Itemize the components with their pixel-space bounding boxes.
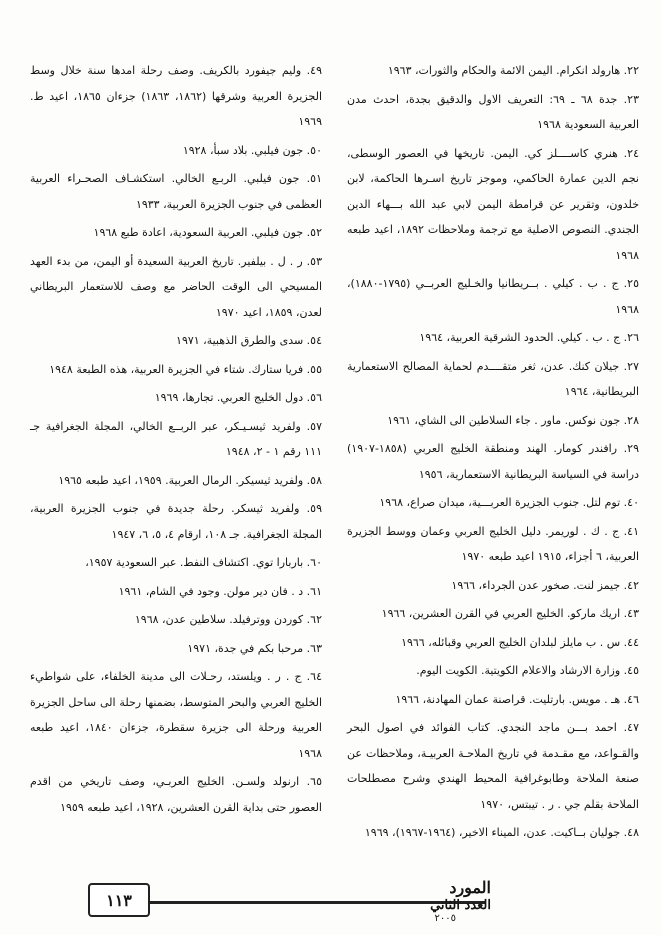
reference-entry: ٤٥. وزارة الارشاد والاعلام الكويتية. الكويت اليوم.	[416, 664, 639, 677]
reference-entry: ٥٤. سدى والطرق الذهبية، ١٩٧١	[176, 334, 322, 347]
reference-entry: ٦٥. ارنولد ولسـن. الخليج العربـي، وصف تاريخي من اقدم العصور حتى بداية القرن العشرين، ١٩٢٨، اعيد طبعه ١٩٥٩	[30, 775, 322, 814]
reference-entry: ٢٧. جيلان كنك. عدن، ثغر متقــــدم لحماية المصالح الاستعمارية البريطانية، ١٩٦٤	[347, 359, 639, 398]
reference-entry: ٦١. د . فان دير مولن. وجود في الشام، ١٩٦١	[118, 584, 322, 598]
reference-entry: ٥٩. ولفريد ثيسكر. رحلة جديدة في جنوب الجزيرة العربية، المجلة الجغرافية. جـ ١٠٨، ارقام ٤، ٥، ٦، ١٩٤٧	[30, 502, 322, 541]
reference-entry: ٥٦. دول الخليج العربي. تجارها، ١٩٦٩	[154, 391, 322, 404]
page-number: ١١٣	[88, 883, 150, 917]
issue-label: العدد الثاني	[430, 898, 491, 913]
reference-entry: ٥٨. ولفريد ثيسيكر. الرمال العربية. ١٩٥٩، اعيد طبعه ١٩٦٥	[58, 473, 322, 487]
reference-entry: ٤٢. جيمز لنت. صخور عدن الجرداء، ١٩٦٦	[451, 578, 639, 592]
reference-entry: ٦٣. مرحبا بكم في جدة، ١٩٧١	[187, 641, 322, 655]
issue-year: ٢٠٠٥	[434, 913, 456, 924]
reference-entry: ٢٦. ج . ب . كيلي. الحدود الشرقية العربية، ١٩٦٤	[419, 331, 639, 344]
reference-entry: ٤٨. جوليان بــاكيت. عدن، الميناء الاخير، (١٩٦٤-١٩٦٧)، ١٩٦٩	[364, 826, 639, 839]
page-footer	[0, 875, 661, 935]
reference-entry: ٢٤. هنري كاســــلز كي. اليمن. تاريخها في العصور الوسطى، نجم الدين عمارة الحاكمي، وموجز تاريخ اسـرها الحاكمة، لابن خلدون، وتقرير عن قرامطة اليمن لابي عبد الله بـــهاء الدين الجندي. النصوص الاصلية مع ترجمة وملاحظات ١٨٩٢، اعيد طبعه ١٩٦٨	[347, 146, 639, 262]
reference-entry: ٥٥. فريا ستارك. شتاء في الجزيرة العربية، هذه الطبعة ١٩٤٨	[49, 362, 322, 376]
left-column	[30, 58, 322, 823]
reference-entry: ٢٥. ج . ب . كيلي . بــريطانيا والخـليج العربــي (١٧٩٥-١٨٨٠)، ١٩٦٨	[347, 277, 639, 316]
reference-entry: ٢٢. هارولد انكرام. اليمن الائمة والحكام والثورات، ١٩٦٣	[387, 64, 639, 77]
reference-entry: ٥٠. جون فيلبي. بلاد سبأ، ١٩٢٨	[182, 143, 322, 157]
reference-entry: ٢٣. جدة ٦٨ ـ ٦٩: التعريف الاول والدقيق بجدة، احدث مدن العربية السعودية ١٩٦٨	[347, 92, 639, 131]
reference-entry: ٥١. جون فيلبي. الربـع الخالي. استكشـاف الصحـراء العربية العظمى في جنوب الجزيرة العربية، ١٩٣٣	[30, 172, 322, 211]
reference-entry: ٥٣. ر . ل . بيلفير. تاريخ العربية السعيدة أو اليمن، من بدء العهد المسيحي الى الوقت الحاضر مع وصف للاستعمار البريطاني لعدن، ١٨٥٩، اعيد ١٩٧٠	[30, 254, 322, 319]
magazine-masthead	[430, 879, 491, 915]
reference-entry: ٤٧. احمد بـــن ماجد النجدي. كتاب الفوائد في اصول البحر والقـواعد، مع مقـدمة في تاريخ الملاحـة العربيـة، وملاحظات عن صنعة الملاحة وطابوغرافية المحيط الهندي وشرح مصطلحات الملاحة بقلم جي . ر . تيبتس، ١٩٧٠	[347, 721, 639, 811]
reference-entry: ٤٣. اريك ماركو. الخليج العربي في القرن العشرين، ١٩٦٦	[381, 607, 639, 620]
reference-entry: ٢٨. جون نوكس. ماور . جاء السلاطين الى الشاي، ١٩٦١	[387, 413, 639, 427]
reference-entry: ٤١. ج . ك . لوريمر. دليل الخليج العربي وعمان ووسط الجزيرة العربية، ٦ أجزاء، ١٩١٥ اعيد طبعه ١٩٧٠	[347, 524, 639, 563]
reference-entry: ٤٦. هـ . مويس. بارتليت. قراصنة عمان المهادنة، ١٩٦٦	[395, 692, 639, 706]
reference-entry: ٦٠. باربارا توي. اكتشاف النفط. عبر السعودية ١٩٥٧،	[85, 556, 322, 569]
reference-entry: ٥٢. جون فيلبي. العربية السعودية، اعادة طبع ١٩٦٨	[93, 226, 322, 239]
reference-entry: ٢٩. رافندر كومار. الهند ومنطقة الخليج العربي (١٨٥٨-١٩٠٧) دراسة في السياسة البريطانية الاستعمارية، ١٩٥٦	[347, 442, 639, 481]
magazine-name: المورد	[449, 878, 491, 897]
reference-entry: ٤٠. توم لتل. جنوب الجزيرة العربـــية، ميدان صراع، ١٩٦٨	[379, 496, 639, 509]
reference-entry: ٤٤. س . ب مايلز لبلدان الخليج العربي وقبائله، ١٩٦٦	[401, 635, 639, 649]
right-column	[347, 58, 639, 849]
reference-entry: ٤٩. وليم جيفورد بالكريف. وصف رحلة امدها سنة خلال وسط الجزيرة العربية وشرقها (١٨٦٢، ١٨٦٣) جزءان ١٨٦٥، اعيد ط. ١٩٦٩	[30, 64, 322, 128]
reference-entry: ٥٧. ولفريد ثيسـيـكر، عبر الربــع الخالي، المجلة الجغرافية جـ ١١١ رقم ١ - ٢، ١٩٤٨	[30, 419, 322, 458]
reference-entry: ٦٤. ج . ر . ويلستد، رحـلات الى مدينة الخلفاء، على شواطيء الخليج العربي والبحر المتوسط، بضمنها رحلة الى ساحل الجزيرة العربية ورحلة الى جزيرة سقطرة، جزءان ١٨٤٠، اعيد طبعه ١٩٦٨	[30, 670, 322, 760]
reference-entry: ٦٢. كوردن ووترفيلد. سلاطين عدن، ١٩٦٨	[134, 613, 322, 626]
